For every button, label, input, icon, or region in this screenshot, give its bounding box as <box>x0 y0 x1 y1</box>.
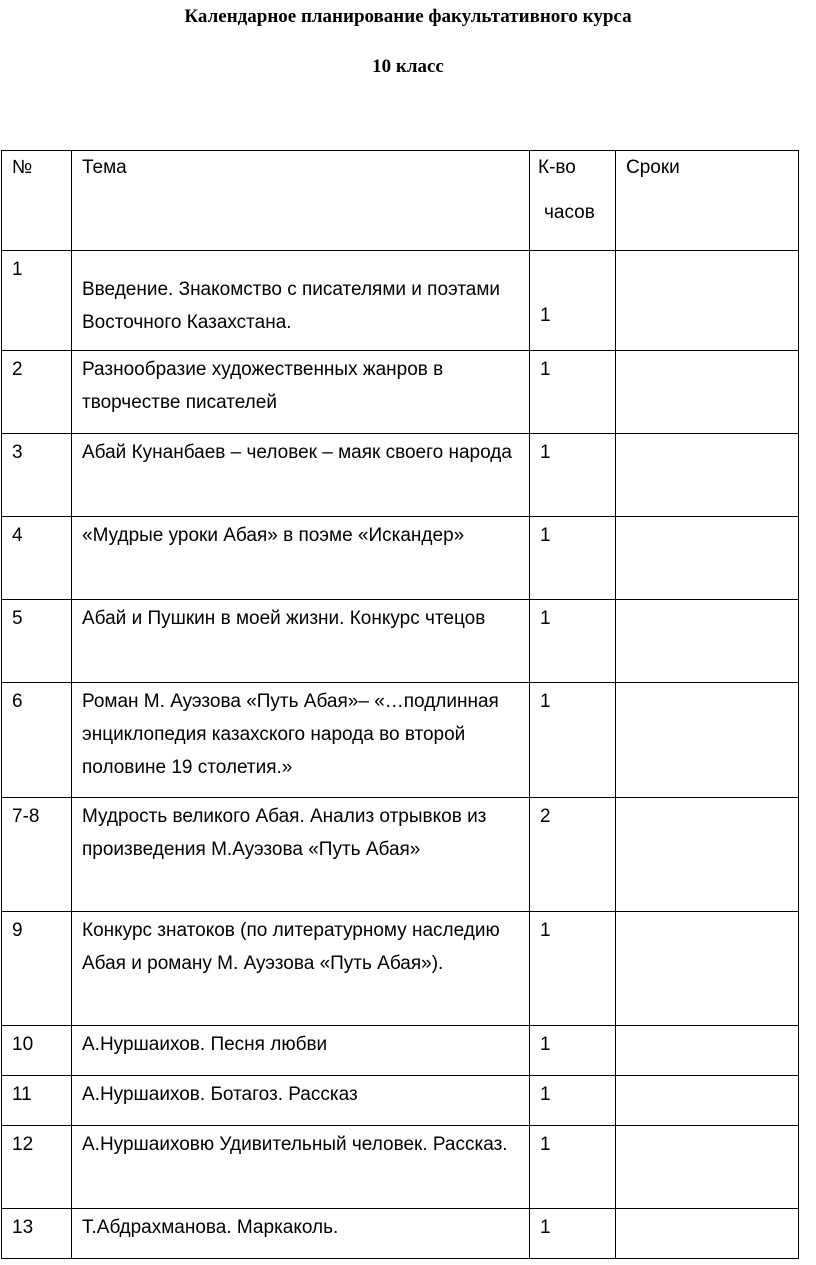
cell-terms <box>616 798 799 912</box>
cell-topic: Разнообразие художественных жанров в творчестве писателей <box>72 351 530 434</box>
header-number: № <box>2 151 72 251</box>
cell-topic: Абай Кунанбаев – человек – маяк своего народа <box>72 434 530 517</box>
cell-number: 12 <box>2 1126 72 1209</box>
cell-hours: 1 <box>530 1026 616 1076</box>
table-row <box>2 351 799 434</box>
table-row <box>2 912 799 1026</box>
cell-terms <box>616 912 799 1026</box>
cell-topic: Абай и Пушкин в моей жизни. Конкурс чтецов <box>72 600 530 683</box>
cell-terms <box>616 1026 799 1076</box>
cell-number: 13 <box>2 1209 72 1259</box>
table-header-row <box>2 151 799 251</box>
cell-number: 7-8 <box>2 798 72 912</box>
cell-topic: Роман М. Ауэзова «Путь Абая»– «…подлинная энциклопедия казахского народа во второй половине 19 столетия.» <box>72 683 530 798</box>
cell-terms <box>616 251 799 351</box>
cell-number: 9 <box>2 912 72 1026</box>
cell-number: 6 <box>2 683 72 798</box>
cell-topic: Введение. Знакомство с писателями и поэтами Восточного Казахстана. <box>72 251 530 351</box>
table-row <box>2 517 799 600</box>
cell-topic: «Мудрые уроки Абая» в поэме «Искандер» <box>72 517 530 600</box>
table-row <box>2 1076 799 1126</box>
header-topic: Тема <box>72 151 530 251</box>
cell-number: 11 <box>2 1076 72 1126</box>
cell-hours: 1 <box>530 434 616 517</box>
schedule-table <box>1 150 799 1259</box>
cell-hours: 2 <box>530 798 616 912</box>
cell-topic: А.Нуршаиховю Удивительный человек. Рассказ. <box>72 1126 530 1209</box>
header-hours-line1: К-во <box>538 157 576 178</box>
document-subtitle: 10 класс <box>372 56 444 77</box>
table-row <box>2 1126 799 1209</box>
document-title: Календарное планирование факультативного курса <box>184 6 632 27</box>
cell-terms <box>616 600 799 683</box>
cell-terms <box>616 683 799 798</box>
header-hours <box>530 151 616 251</box>
cell-number: 1 <box>2 251 72 351</box>
cell-terms <box>616 517 799 600</box>
cell-terms <box>616 351 799 434</box>
cell-topic: Мудрость великого Абая. Анализ отрывков из произведения М.Ауэзова «Путь Абая» <box>72 798 530 912</box>
cell-topic: Конкурс знатоков (по литературному наследию Абая и роману М. Ауэзова «Путь Абая»). <box>72 912 530 1026</box>
cell-number: 10 <box>2 1026 72 1076</box>
cell-hours: 1 <box>530 1209 616 1259</box>
cell-topic: А.Нуршаихов. Ботагоз. Рассказ <box>72 1076 530 1126</box>
cell-hours: 1 <box>530 1076 616 1126</box>
table-row <box>2 434 799 517</box>
cell-hours: 1 <box>530 683 616 798</box>
cell-number: 3 <box>2 434 72 517</box>
cell-hours: 1 <box>530 517 616 600</box>
cell-terms <box>616 434 799 517</box>
table-row <box>2 1209 799 1259</box>
table-row <box>2 251 799 351</box>
cell-terms <box>616 1126 799 1209</box>
header-hours-line2: часов <box>544 202 595 223</box>
cell-hours: 1 <box>530 351 616 434</box>
cell-topic: Т.Абдрахманова. Маркаколь. <box>72 1209 530 1259</box>
table-row <box>2 683 799 798</box>
cell-topic: А.Нуршаихов. Песня любви <box>72 1026 530 1076</box>
table-row <box>2 1026 799 1076</box>
cell-hours: 1 <box>530 251 616 351</box>
cell-number: 4 <box>2 517 72 600</box>
table-row <box>2 600 799 683</box>
cell-number: 5 <box>2 600 72 683</box>
cell-number: 2 <box>2 351 72 434</box>
cell-hours: 1 <box>530 912 616 1026</box>
header-terms: Сроки <box>616 151 799 251</box>
cell-hours: 1 <box>530 1126 616 1209</box>
cell-hours: 1 <box>530 600 616 683</box>
cell-terms <box>616 1209 799 1259</box>
table-row <box>2 798 799 912</box>
cell-terms <box>616 1076 799 1126</box>
